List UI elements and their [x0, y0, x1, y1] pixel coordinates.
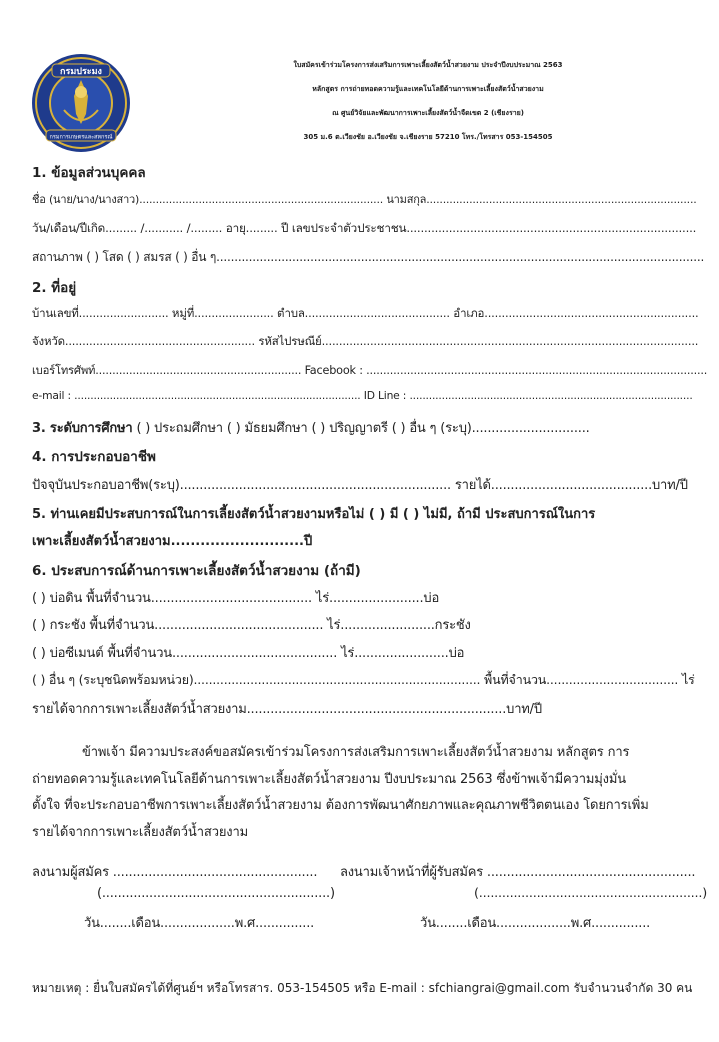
footer-note: หมายเหตุ : ยื่นใบสมัครได้ที่ศูนย์ฯ หรือโทรสาร. 053-154505 หรือ E-mail : sfchiangrai@gmail.com รับจำนวนจำกัด 30 คน — [32, 981, 693, 995]
section-personal-info-title: 1. ข้อมูลส่วนบุคคล — [32, 165, 146, 181]
header-line-3: ณ ศูนย์วิจัยและพัฒนาการเพาะเลี้ยงสัตว์น้ำจืดเขต 2 (เชียงราย) — [332, 109, 524, 117]
occupation-income-field-line[interactable]: ปัจจุบันประกอบอาชีพ(ระบุ)..................................................................... รายได้.........................................บาท/ปี — [32, 478, 688, 493]
cage-field-line[interactable]: ( ) กระชัง พื้นที่จำนวน........................................... ไร่........................กระชัง — [32, 618, 471, 633]
declaration-line-2: ถ่ายทอดความรู้และเทคโนโลยีด้านการเพาะเลี้ยงสัตว์น้ำสวยงาม ปีงบประมาณ 2563 ซึ่งข้าพเจ้ามีความมุ่งมั่น — [32, 772, 627, 787]
department-of-fisheries-logo — [30, 52, 132, 154]
education-options[interactable]: ( ) ประถมศึกษา ( ) มัธยมศึกษา ( ) ปริญญาตรี ( ) อื่น ๆ (ระบุ).............................. — [136, 421, 590, 436]
other-farming-field-line[interactable]: ( ) อื่น ๆ (ระบุชนิดพร้อมหน่วย)............................................................................ พื้นที่จำนวน................................... ไร่ — [32, 672, 695, 687]
house-address-field-line[interactable]: บ้านเลขที่.......................... หมู่ที่....................... ตำบล.......................................... อำเภอ.............................................................. — [32, 306, 699, 320]
experience-question-line[interactable]: 5. ท่านเคยมีประสบการณ์ในการเลี้ยงสัตว์น้ำสวยงามหรือไม่ ( ) มี ( ) ไม่มี, ถ้ามี ประสบการณ์ในการ — [32, 507, 596, 522]
section-education-title: 3. ระดับการศึกษา — [32, 421, 133, 436]
marital-status-field-line[interactable]: สถานภาพ ( ) โสด ( ) สมรส ( ) อื่น ๆ....................................................................................................................................... — [32, 250, 705, 264]
header-line-1: ใบสมัครเข้าร่วมโครงการส่งเสริมการเพาะเลี้ยงสัตว์น้ำสวยงาม ประจำปีงบประมาณ 2563 — [293, 61, 563, 69]
section-occupation-title: 4. การประกอบอาชีพ — [32, 449, 156, 465]
education-level-line[interactable] — [32, 417, 590, 438]
email-lineid-field-line[interactable]: e-mail : ......................................................................................... ID Line : ........................................................................................ — [32, 389, 693, 402]
province-postcode-field-line[interactable]: จังหวัด....................................................... รหัสไปรษณีย์............................................................................................................. — [32, 334, 699, 348]
birthdate-id-field-line[interactable]: วัน/เดือน/ปีเกิด......... /........... /......... อายุ......... ปี เลขประจำตัวประชาชน.................................................................................. — [32, 221, 697, 235]
section-farming-experience-title: 6. ประสบการณ์ด้านการเพาะเลี้ยงสัตว์น้ำสวยงาม (ถ้ามี) — [32, 563, 361, 579]
experience-years-line[interactable]: เพาะเลี้ยงสัตว์น้ำสวยงาม...........................ปี — [32, 534, 313, 549]
farming-income-field-line[interactable]: รายได้จากการเพาะเลี้ยงสัตว์น้ำสวยงาม..................................................................บาท/ปี — [32, 702, 542, 717]
declaration-line-3: ตั้งใจ ที่จะประกอบอาชีพการเพาะเลี้ยงสัตว์น้ำสวยงาม ต้องการพัฒนาศักยภาพและคุณภาพชีวิตตนเอง โดยการเพิ่ม — [32, 798, 649, 813]
officer-name-field[interactable]: (..........................................................) — [474, 886, 708, 901]
header-line-4: 305 ม.6 ต.เวียงชัย อ.เวียงชัย จ.เชียงราย 57210 โทร./โทรสาร 053-154505 — [303, 133, 553, 141]
officer-date-field[interactable]: วัน........เดือน...................พ.ศ............... — [420, 916, 651, 931]
declaration-line-4: รายได้จากการเพาะเลี้ยงสัตว์น้ำสวยงาม — [32, 825, 249, 840]
section-address-title: 2. ที่อยู่ — [32, 280, 77, 296]
svg-text:กรมประมง: กรมประมง — [60, 67, 102, 77]
officer-signature-field[interactable]: ลงนามเจ้าหน้าที่ผู้รับสมัคร ..................................................... — [340, 865, 696, 880]
svg-text:กรมการเกษตรและสหกรณ์: กรมการเกษตรและสหกรณ์ — [49, 134, 113, 141]
cement-pond-field-line[interactable]: ( ) บ่อซีเมนต์ พื้นที่จำนวน.......................................... ไร่........................บ่อ — [32, 646, 465, 661]
phone-facebook-field-line[interactable]: เบอร์โทรศัพท์............................................................. Facebook : ..................................................................................................... — [32, 364, 708, 377]
name-field-line[interactable]: ชื่อ (นาย/นาง/นางสาว).......................................................................... นามสกุล.................................................................................. — [32, 193, 697, 206]
applicant-date-field[interactable]: วัน........เดือน...................พ.ศ............... — [84, 916, 315, 931]
declaration-line-1: ข้าพเจ้า มีความประสงค์ขอสมัครเข้าร่วมโครงการส่งเสริมการเพาะเลี้ยงสัตว์น้ำสวยงาม หลักสูตร การ — [82, 745, 630, 760]
applicant-signature-field[interactable]: ลงนามผู้สมัคร .................................................... — [32, 865, 318, 880]
header-line-2: หลักสูตร การถ่ายทอดความรู้และเทคโนโลยีด้านการเพาะเลี้ยงสัตว์น้ำสวยงาม — [312, 85, 544, 93]
earthen-pond-field-line[interactable]: ( ) บ่อดิน พื้นที่จำนวน......................................... ไร่........................บ่อ — [32, 591, 440, 606]
applicant-name-field[interactable]: (..........................................................) — [97, 886, 335, 901]
